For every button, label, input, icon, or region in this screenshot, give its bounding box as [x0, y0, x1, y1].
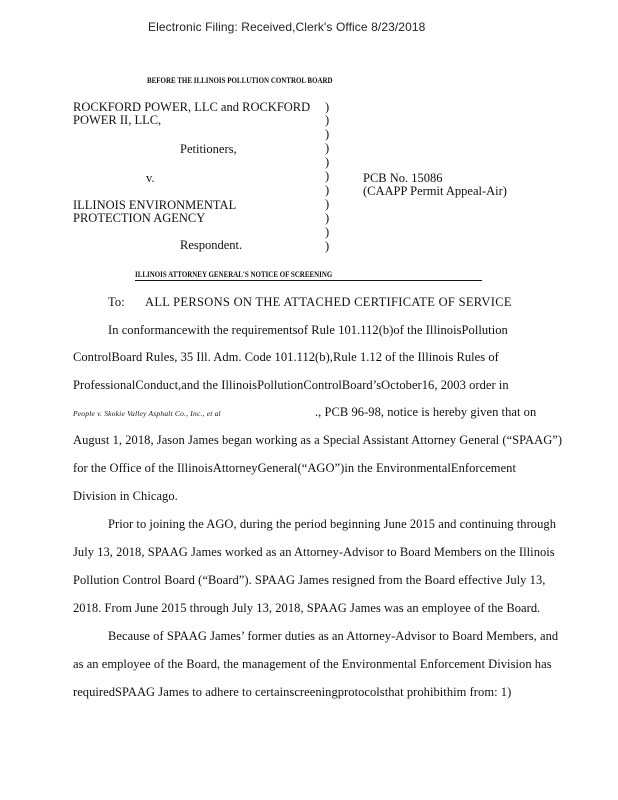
paragraph-line: August 1, 2018, Jason James began working as a Special Assistant Attorney General (“SPAAG”) [73, 433, 563, 447]
paragraph-line: Pollution Control Board (“Board”). SPAAG James resigned from the Board effective July 13, [73, 573, 546, 587]
caption-bracket: ) [325, 239, 330, 253]
paragraph-line: Division in Chicago. [73, 489, 178, 503]
respondent-label: Respondent. [180, 238, 243, 252]
case-number: PCB No. 15086 [363, 171, 443, 185]
electronic-filing-header: Electronic Filing: Received,Clerk's Office 8/23/2018 [148, 20, 426, 34]
petitioners-label: Petitioners, [180, 142, 237, 156]
respondent-name-line2: PROTECTION AGENCY [73, 211, 206, 225]
to-label: To: [108, 295, 125, 309]
paragraph-line: 2018. From June 2015 through July 13, 2018, SPAAG James was an employee of the Board. [73, 601, 541, 615]
petitioner-name-line1: ROCKFORD POWER, LLC and ROCKFORD [73, 100, 311, 114]
versus-label: v. [146, 171, 155, 185]
petitioner-name-line2: POWER II, LLC, [73, 113, 162, 127]
paragraph-line: In conformancewith the requirementsof Rule 101.112(b)of the IllinoisPollution [108, 323, 508, 337]
caption-bracket: ) [325, 113, 330, 127]
paragraph-line: ., PCB 96-98, notice is hereby given that on [315, 405, 537, 419]
notice-title-underline [135, 280, 482, 281]
caption-bracket: ) [325, 197, 330, 211]
caption-bracket: ) [325, 225, 330, 239]
paragraph-line: for the Office of the IllinoisAttorneyGeneral(“AGO”)in the EnvironmentalEnforcement [73, 461, 516, 475]
notice-title: ILLINOIS ATTORNEY GENERAL'S NOTICE OF SCREENING [135, 269, 333, 279]
paragraph-line: ProfessionalConduct,and the IllinoisPollutionControlBoard’sOctober16, 2003 order in [73, 378, 509, 392]
caption-bracket: ) [325, 141, 330, 155]
caption-bracket: ) [325, 127, 330, 141]
respondent-name-line1: ILLINOIS ENVIRONMENTAL [73, 198, 237, 212]
caption-bracket: ) [325, 100, 330, 114]
caption-bracket: ) [325, 155, 330, 169]
paragraph-line: ControlBoard Rules, 35 Ill. Adm. Code 101.112(b),Rule 1.12 of the Illinois Rules of [73, 350, 499, 364]
paragraph-line: Because of SPAAG James’ former duties as an Attorney-Advisor to Board Members, and [108, 629, 559, 643]
case-type: (CAAPP Permit Appeal-Air) [363, 184, 507, 198]
board-heading: BEFORE THE ILLINOIS POLLUTION CONTROL BOARD [147, 75, 333, 85]
paragraph-line: July 13, 2018, SPAAG James worked as an Attorney-Advisor to Board Members on the Illinois [73, 545, 555, 559]
paragraph-line: requiredSPAAG James to adhere to certainscreeningprotocolsthat prohibithim from: 1) [73, 685, 512, 699]
caption-bracket: ) [325, 169, 330, 183]
to-recipients: ALL PERSONS ON THE ATTACHED CERTIFICATE OF SERVICE [145, 295, 512, 309]
paragraph-line: as an employee of the Board, the management of the Environmental Enforcement Division has [73, 657, 552, 671]
caption-bracket: ) [325, 211, 330, 225]
case-citation-italic: People v. Skokie Valley Asphalt Co., Inc., et al [73, 409, 221, 418]
caption-bracket: ) [325, 183, 330, 197]
paragraph-line: Prior to joining the AGO, during the period beginning June 2015 and continuing through [108, 517, 557, 531]
